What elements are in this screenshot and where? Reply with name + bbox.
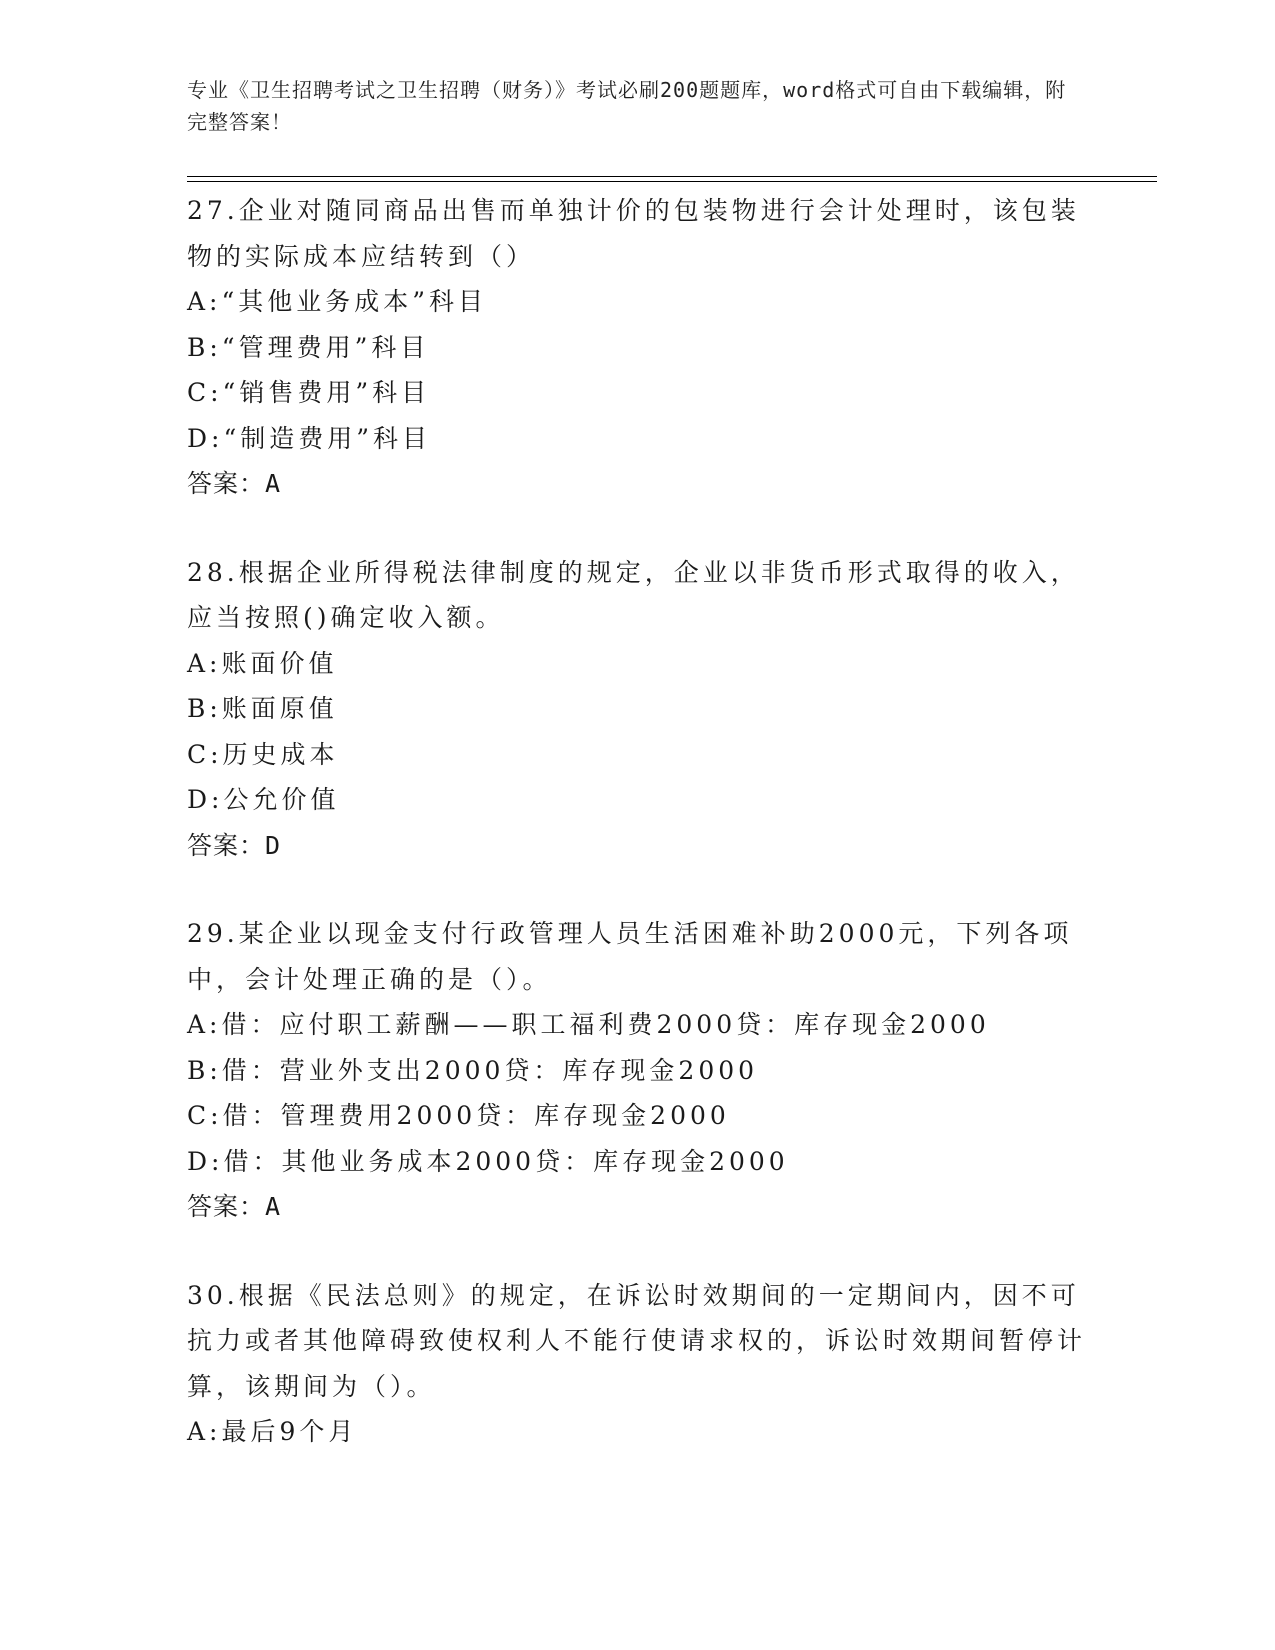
question-28 xyxy=(187,550,1087,869)
question-30 xyxy=(187,1273,1087,1455)
option-a: A:最后9个月 xyxy=(187,1417,358,1446)
question-27 xyxy=(187,188,1087,507)
answer-value: A xyxy=(265,469,282,498)
header-divider-bottom xyxy=(187,181,1157,182)
option-d: D:公允价值 xyxy=(187,785,340,814)
answer-line xyxy=(187,823,1087,869)
option-d: D:借：其他业务成本2000贷：库存现金2000 xyxy=(187,1146,789,1176)
option-b: B:账面原值 xyxy=(187,694,338,723)
question-spacer xyxy=(187,1230,1087,1273)
option-c: C:“销售费用”科目 xyxy=(187,378,431,407)
answer-line xyxy=(187,1184,1087,1230)
question-29 xyxy=(187,911,1087,1230)
question-stem: 30.根据《民法总则》的规定，在诉讼时效期间的一定期间内，因不可抗力或者其他障碍致使权利人不能行使请求权的，诉讼时效期间暂停计算，该期间为（）。 xyxy=(187,1280,1087,1401)
option-c: C:借：管理费用2000贷：库存现金2000 xyxy=(187,1101,730,1130)
answer-label: 答案： xyxy=(187,469,266,498)
option-b: B:借：营业外支出2000贷：库存现金2000 xyxy=(187,1055,759,1085)
option-a: A:账面价值 xyxy=(187,648,338,678)
option-c: C:历史成本 xyxy=(187,739,339,769)
document-header: 专业《卫生招聘考试之卫生招聘（财务）》考试必刷200题题库，word格式可自由下载编辑，附完整答案！ xyxy=(187,78,1067,134)
option-d: D:“制造费用”科目 xyxy=(187,423,432,453)
option-a: A:“其他业务成本”科目 xyxy=(187,287,488,316)
question-stem: 28.根据企业所得税法律制度的规定，企业以非货币形式取得的收入，应当按照()确定收入额。 xyxy=(187,557,1080,632)
question-list xyxy=(187,188,1087,1455)
answer-value: D xyxy=(265,830,282,860)
header-divider-top xyxy=(187,176,1157,177)
answer-line xyxy=(187,461,1087,507)
answer-value: A xyxy=(265,1192,282,1221)
option-b: B:“管理费用”科目 xyxy=(187,332,430,362)
answer-label: 答案： xyxy=(187,1192,266,1221)
answer-label: 答案： xyxy=(187,830,266,860)
question-spacer xyxy=(187,868,1087,911)
option-a: A:借：应付职工薪酬——职工福利费2000贷：库存现金2000 xyxy=(187,1010,990,1039)
question-spacer xyxy=(187,507,1087,550)
question-stem: 29.某企业以现金支付行政管理人员生活困难补助2000元，下列各项中，会计处理正确的是（）。 xyxy=(187,919,1073,994)
question-stem: 27.企业对随同商品出售而单独计价的包装物进行会计处理时，该包装物的实际成本应结转到（） xyxy=(187,196,1080,271)
